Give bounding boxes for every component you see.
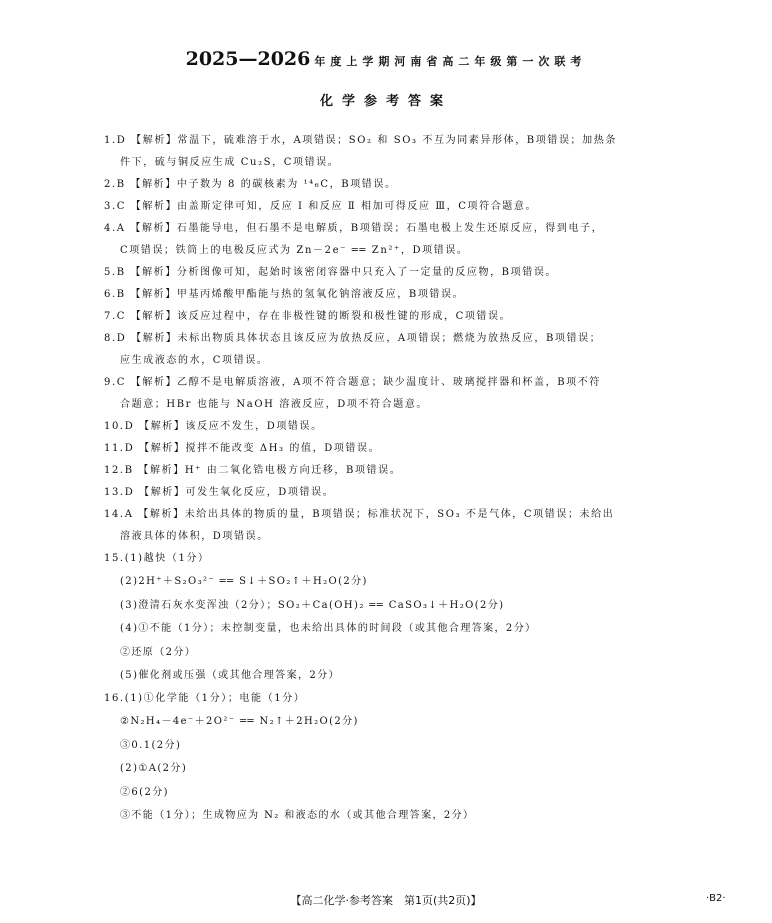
answer-8 — [104, 328, 674, 372]
answer-line: 合题意；HBr 也能与 NaOH 溶液反应，D项不符合题意。 — [120, 399, 429, 410]
answer-15-line: (5)催化剂或压强（或其他合理答案，2分） — [120, 670, 340, 682]
answer-line: 9.C 【解析】乙醇不是电解质溶液，A项不符合题意；缺少温度计、玻璃搅拌器和杯盖，B项不符 — [104, 377, 601, 388]
answer-9 — [104, 372, 674, 416]
answer-line: C项错误；铁筒上的电极反应式为 Zn－2e⁻ ══ Zn²⁺，D项错误。 — [120, 245, 469, 256]
answer-line: 1.D 【解析】常温下，硫难溶于水，A项错误；SO₂ 和 SO₃ 不互为同素异形体，B项错误；加热条 — [104, 135, 617, 146]
answer-line: 8.D 【解析】未标出物质具体状态且该反应为放热反应，A项错误；燃烧为放热反应，B项错误； — [104, 333, 602, 344]
answer-16-line: ③0.1(2分) — [120, 739, 182, 751]
answer-line: 6.B 【解析】甲基丙烯酸甲酯能与热的氢氧化钠溶液反应，B项错误。 — [104, 289, 465, 300]
answer-16 — [104, 688, 674, 828]
answer-line: 件下，硫与铜反应生成 Cu₂S，C项错误。 — [120, 157, 340, 168]
answer-3 — [104, 196, 674, 218]
answer-15-line: (2)2H⁺＋S₂O₃²⁻ ══ S↓＋SO₂↑＋H₂O(2分) — [120, 576, 368, 587]
answer-line: 7.C 【解析】该反应过程中，存在非极性键的断裂和极性键的形成，C项错误。 — [104, 311, 512, 322]
exam-title-text: 年度上学期河南省高二年级第一次联考 — [314, 55, 587, 68]
answer-15-line: (3)澄清石灰水变浑浊（2分）；SO₂＋Ca(OH)₂ ══ CaSO₃↓＋H₂O(2分) — [120, 599, 505, 611]
exam-years: 2025—2026 — [185, 48, 311, 70]
answer-15-line: (4)①不能（1分）；未控制变量，也未给出具体的时间段（或其他合理答案，2分） — [120, 623, 537, 635]
answer-2 — [104, 174, 674, 196]
answer-5 — [104, 262, 674, 284]
answer-line: 12.B 【解析】H⁺ 由二氧化锆电极方向迁移，B项错误。 — [104, 465, 402, 476]
answer-16-line: ③不能（1分）；生成物应为 N₂ 和液态的水（或其他合理答案，2分） — [120, 810, 475, 822]
answer-16-head: 16.(1)①化学能（1分）；电能（1分） — [104, 692, 306, 704]
answer-line: 3.C 【解析】由盖斯定律可知，反应 Ⅰ 和反应 Ⅱ 相加可得反应 Ⅲ，C项符合题意。 — [104, 201, 538, 212]
page-code: ·B2· — [706, 893, 726, 904]
answer-15-head: 15.(1)越快（1分） — [104, 553, 210, 564]
answer-line: 10.D 【解析】该反应不发生，D项错误。 — [104, 421, 323, 432]
answer-11 — [104, 438, 674, 460]
answer-16-line: (2)①A(2分) — [120, 763, 188, 775]
answer-line: 应生成液态的水，C项错误。 — [120, 355, 269, 366]
answer-15-line: ②还原（2分） — [120, 646, 197, 658]
answer-15 — [104, 548, 674, 688]
answer-line: 4.A 【解析】石墨能导电，但石墨不是电解质，B项错误；石墨电极上发生还原反应，得到电子， — [104, 223, 604, 234]
answer-6 — [104, 284, 674, 306]
answer-16-line: ②N₂H₄－4e⁻＋2O²⁻ ══ N₂↑＋2H₂O(2分) — [120, 715, 359, 727]
answer-line: 2.B 【解析】中子数为 8 的碳核素为 ¹⁴₆C，B项错误。 — [104, 179, 397, 190]
page-footer: 【高二化学·参考答案 第1页(共2页)】 — [290, 894, 482, 907]
answer-10 — [104, 416, 674, 438]
answer-line: 5.B 【解析】分析图像可知，起始时该密闭容器中只充入了一定量的反应物，B项错误。 — [104, 267, 558, 278]
answer-line: 溶液具体的体积，D项错误。 — [120, 531, 269, 542]
answer-12 — [104, 460, 674, 482]
answer-16-line: ②6(2分) — [120, 786, 169, 798]
answer-line: 11.D 【解析】搅拌不能改变 ΔH₃ 的值，D项错误。 — [104, 443, 381, 454]
answers-body — [104, 130, 674, 828]
answer-4 — [104, 218, 674, 262]
answer-14 — [104, 504, 674, 548]
answer-1 — [104, 130, 674, 174]
answer-line: 13.D 【解析】可发生氧化反应，D项错误。 — [104, 487, 335, 498]
page-subtitle: 化学参考答案 — [319, 94, 452, 109]
answer-line: 14.A 【解析】未给出具体的物质的量，B项错误；标准状况下，SO₃ 不是气体，C项错误；未给出 — [104, 509, 615, 520]
exam-title — [0, 48, 772, 70]
answer-7 — [104, 306, 674, 328]
answer-13 — [104, 482, 674, 504]
